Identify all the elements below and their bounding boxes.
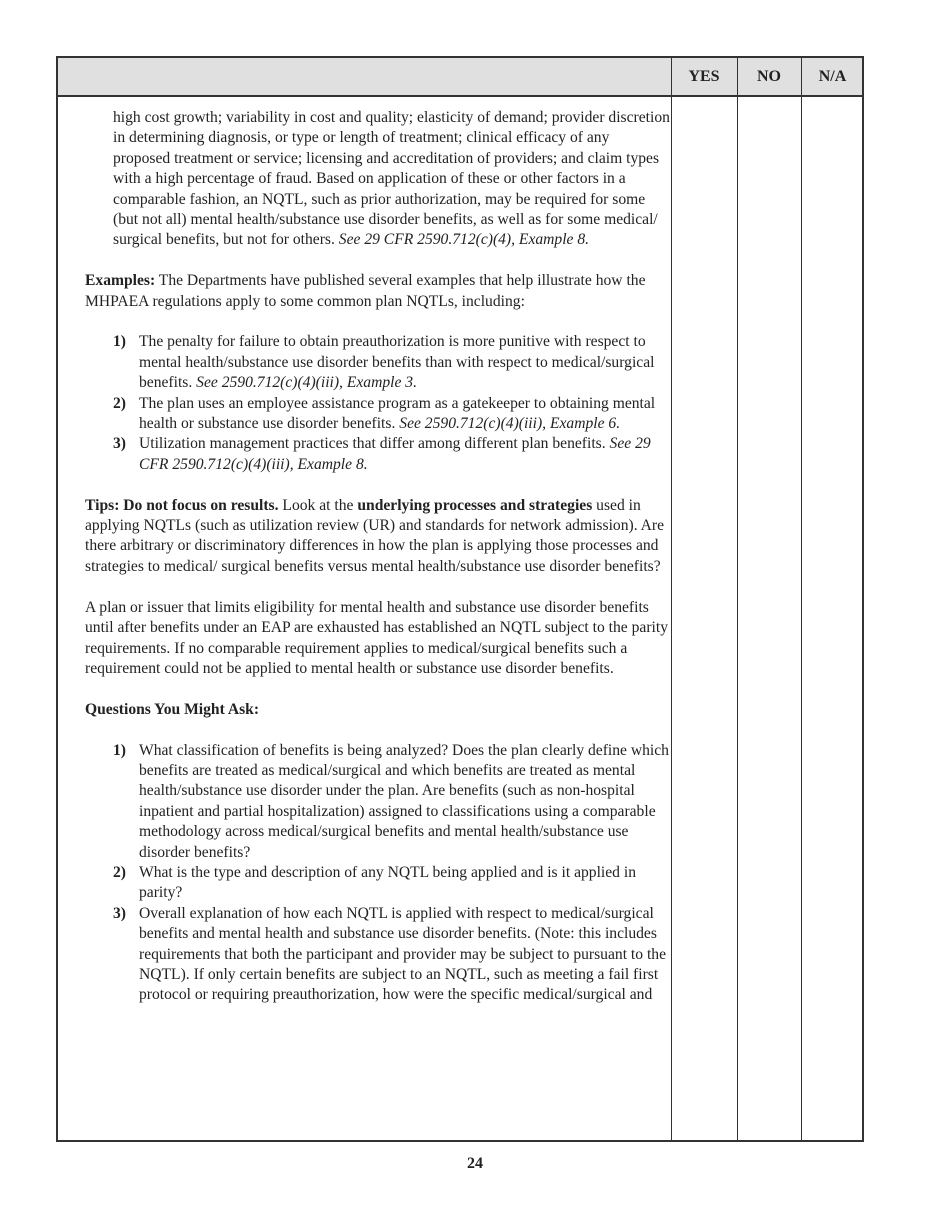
list-item: 2) What is the type and description of any NQTL being applied and is it applied in parity? <box>113 863 636 902</box>
intro-paragraph: high cost growth; variability in cost and quality; elasticity of demand; provider discretion in determining diagnosis, or type or length of treatment; clinical efficacy of any proposed treatment or service; licensing and accreditation of providers; and claim types with a high percentage of fraud. Based on application of these or other factors in a comparable fashion, an NQTL, such as prior authorization, may be required for some (but not all) mental health/substance use disorder benefits, as well as for some medical/ surgical benefits, but not for others. See 29 CFR 2590.712(c)(4), Example 8. <box>113 109 670 249</box>
list-item: 1) What classification of benefits is being analyzed? Does the plan clearly define which benefits are treated as medical/surgical and which benefits are treated as mental health/substance use disorder under the plan. Are benefits (such as non-hospital inpatient and partial hospitalization) assigned to classifications using a comparable methodology across medical/surgical benefits and mental health/substance use disorder benefits? <box>113 741 669 861</box>
header-na: N/A <box>818 68 847 85</box>
page-number: 24 <box>467 1155 483 1172</box>
tips-label: Tips: Do not focus on results. <box>85 496 279 514</box>
examples-label: Examples: <box>85 272 156 290</box>
list-item: 3) Overall explanation of how each NQTL is applied with respect to medical/surgical benefits and mental health and substance use disorder benefits. (Note: this includes requirements that both the participant and provider may be subject to pursuant to the NQTL). If only certain benefits are subject to an NQTL, such as meeting a fail first protocol or requiring preauthorization, how were the specific medical/surgical and <box>113 904 667 1004</box>
column-divider <box>671 58 672 1140</box>
list-item: 2) The plan uses an employee assistance program as a gatekeeper to obtaining mental health or substance use disorder benefits. See 2590.712(c)(4)(iii), Example 6. <box>113 394 656 433</box>
column-divider <box>737 58 738 1140</box>
intro-citation: See 29 CFR 2590.712(c)(4), Example 8. <box>338 231 590 249</box>
questions-heading: Questions You Might Ask: <box>85 700 260 718</box>
checklist-table <box>56 56 864 1142</box>
eap-paragraph: A plan or issuer that limits eligibility for mental health and substance use disorder benefits until after benefits under an EAP are exhausted has established an NQTL subject to the parity requirements. If no comparable requirement applies to medical/surgical benefits such a requirement could not be applied to mental health or substance use disorder benefits. <box>85 598 668 677</box>
header-yes: YES <box>688 68 720 85</box>
examples-paragraph: Examples: The Departments have published several examples that help illustrate how the MHPAEA regulations apply to some common plan NQTLs, including: <box>85 272 646 310</box>
list-item: 3) Utilization management practices that differ among different plan benefits. See 29 CFR 2590.712(c)(4)(iii), Example 8. <box>113 435 651 473</box>
column-divider <box>801 58 802 1140</box>
guidance-text <box>85 108 670 1006</box>
list-item: 1) The penalty for failure to obtain preauthorization is more punitive with respect to mental health/substance use disorder benefits than with respect to medical/surgical benefits. See 2590.712(c)(4)(iii), Example 3. <box>113 333 655 392</box>
tips-paragraph: Tips: Do not focus on results. Look at the underlying processes and strategies used in applying NQTLs (such as utilization review (UR) and standards for network admission). Are there arbitrary or discriminatory differences in how the plan is applying those processes and strategies to medical/ surgical benefits versus mental health/substance use disorder benefits? <box>85 496 665 575</box>
header-no: NO <box>757 68 781 85</box>
